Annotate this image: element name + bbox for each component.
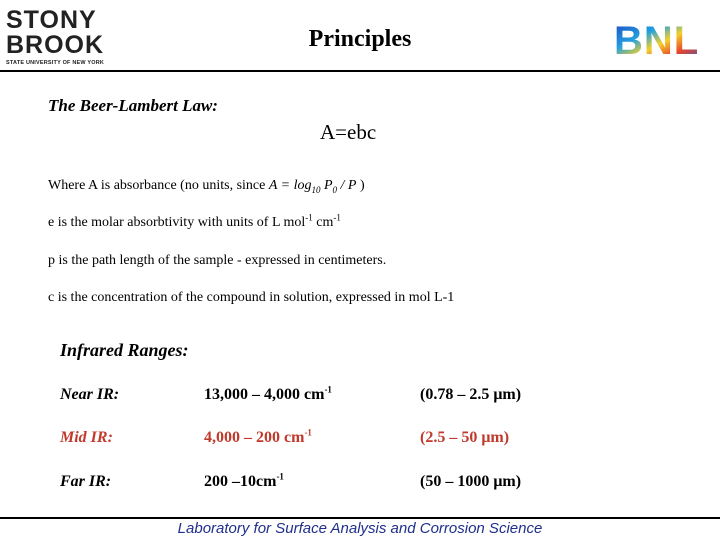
bnl-logo [612,18,718,60]
ir-name: Far IR: [60,473,112,490]
footer-text: Laboratory for Surface Analysis and Corrosion Science [177,520,543,537]
logo-subtitle: STATE UNIVERSITY OF NEW YORK [6,60,105,66]
absorbance-formula: $A = \log_{10} P_0 / P$ [268,178,357,195]
ir-range: 4,000 – 200 $cm^{-1}$ [204,427,312,446]
law-formula: A=ebc [320,120,377,144]
logo-line-2: BROOK [6,31,105,59]
ir-name: Near IR: [60,386,120,403]
ir-wavelength: (0.78 – 2.5 μm) [420,386,522,403]
ir-range: 200 $-10cm^{-1}$ [204,471,284,490]
ir-row-mid [60,429,700,453]
law-heading: The Beer-Lambert Law: [48,96,218,115]
logo-line-1: STONY [6,6,97,34]
path-length-definition: p is the path length of the sample - expressed in centimeters. [48,253,387,268]
concentration-definition: c is the concentration of the compound in solution, expressed in mol L-1 [48,290,455,305]
ir-row-near [60,386,700,410]
page-title: Principles [308,26,412,52]
absorbance-suffix: ) [356,178,365,193]
header-divider [0,70,720,72]
infrared-heading: Infrared Ranges: [60,340,189,360]
absorbance-prefix: Where A is absorbance (no units, since [48,178,269,193]
absorbance-definition [48,178,365,194]
footer-divider [0,517,720,519]
ir-wavelength: (2.5 – 50 μm) [420,429,510,446]
ir-row-far [60,473,700,497]
ir-wavelength: (50 – 1000 μm) [420,473,522,490]
ir-range: 13,000 – 4,000 $cm^{-1}$ [204,384,332,403]
ir-name: Mid IR: [60,429,113,446]
molar-absorbtivity-definition: e is the molar absorbtivity with units of L mol$^{-1}$ $cm^{-1}$ [48,212,341,230]
bnl-logo-text: BNL [614,19,700,60]
